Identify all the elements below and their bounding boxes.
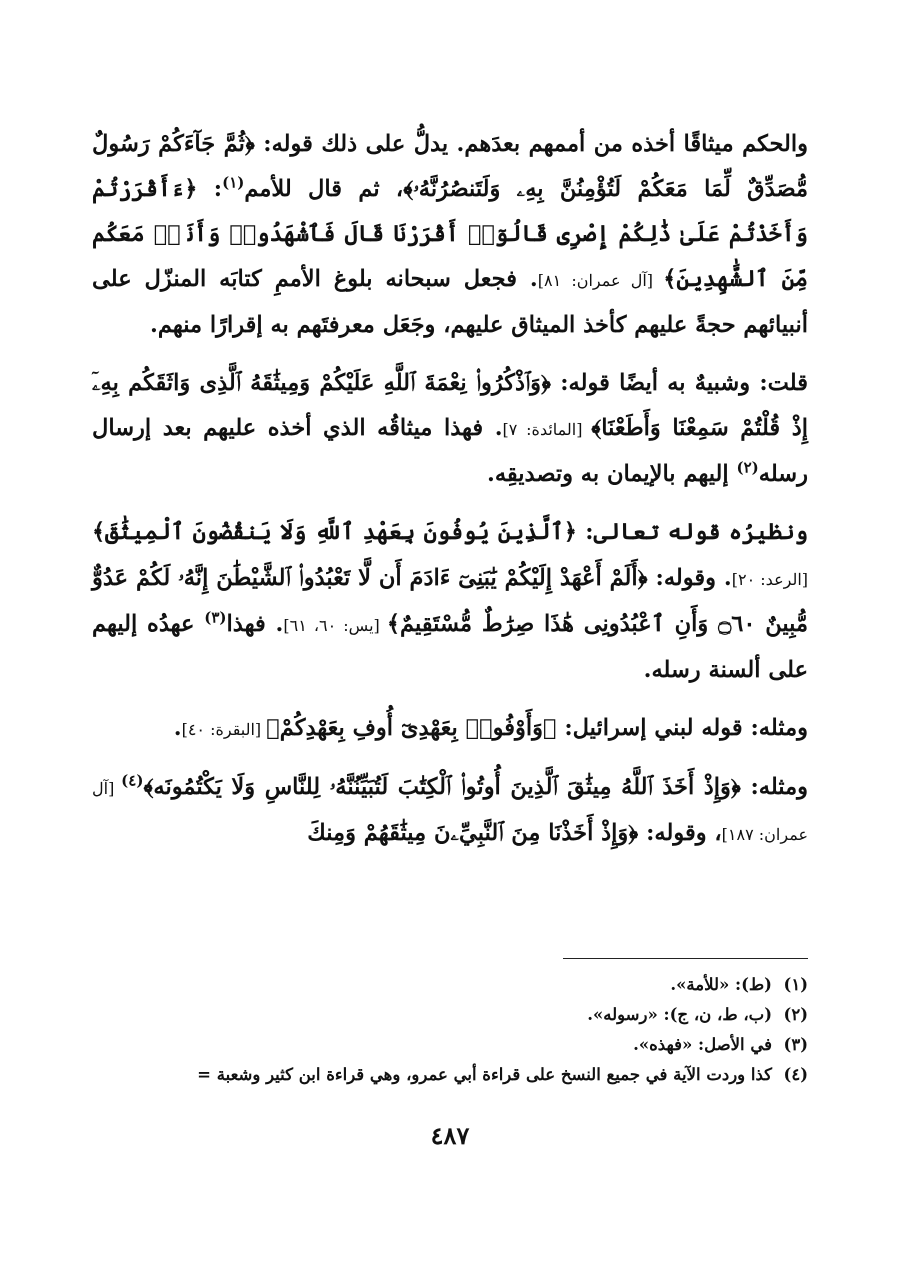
footnote-divider <box>563 958 808 959</box>
text-span: : <box>197 176 223 202</box>
paragraph-5 <box>92 765 808 857</box>
paragraph-2 <box>92 361 808 497</box>
footnote <box>92 1030 808 1060</box>
text-span: ومثله: <box>740 774 809 800</box>
text-span: . وقوله: <box>647 565 732 591</box>
footnote-text: (ط): «للأمة». <box>670 975 772 994</box>
text-span: . فهذا <box>226 611 284 637</box>
text-span: ، وقوله: <box>638 820 722 846</box>
text-span: إليهم بالإيمان به وتصديقِه. <box>486 461 737 487</box>
footnote-number: (٣) <box>783 1035 808 1054</box>
text-span: ، ثم قال للأمم <box>244 176 404 202</box>
footnote-text: كذا وردت الآية في جميع النسخ على قراءة أبي عمرو، وهي قراءة ابن كثير وشعبة = <box>197 1065 772 1084</box>
text-span: عهدُه إليهم على ألسنة رسله. <box>92 611 808 683</box>
footnote-marker: (٤) <box>121 771 144 790</box>
quran-verse: ﴿ٱلَّذِينَ يُوفُونَ بِعَهْدِ ٱللَّهِ وَلَا يَنقُضُونَ ٱلْمِيثَٰقَ﴾ <box>92 519 577 545</box>
footnote-text: (ب، ط، ن، ج): «رسوله». <box>587 1005 772 1024</box>
text-span: : وشبيهٌ به أيضًا قوله: <box>551 370 768 396</box>
main-text <box>92 122 808 857</box>
page-number: ٤٨٧ <box>430 1121 470 1150</box>
footnote <box>92 1060 808 1090</box>
footnote-number: (٤) <box>783 1065 808 1084</box>
paragraph-1 <box>92 122 808 348</box>
footnote-marker: (٢) <box>736 458 759 477</box>
footnote-number: (١) <box>783 975 808 994</box>
footnote-number: (٢) <box>783 1005 808 1024</box>
footnote <box>92 1000 808 1030</box>
verse-reference: [آل عمران: ٨١] <box>537 271 664 290</box>
quran-verse: ﴿وَٱذْكُرُوا۟ نِعْمَةَ ٱللَّهِ عَلَيْكُمْ وَمِيثَٰقَهُ ٱلَّذِى وَاثَقَكُم بِهِۦٓ إِذْ قُلْتُمْ سَمِعْنَا وَأَطَعْنَا﴾ <box>92 370 809 441</box>
paragraph-4 <box>92 706 808 752</box>
verse-reference: [يس: ٦٠، ٦١] <box>283 616 387 635</box>
footnote-marker: (١) <box>222 173 245 192</box>
quran-verse: ﴿أَلَمْ أَعْهَدْ إِلَيْكُمْ يَٰبَنِىٓ ءَادَمَ أَن لَّا تَعْبُدُوا۟ ٱلشَّيْطَٰنَ إِنَّهُۥ لَكُمْ عَدُوٌّ مُّبِينٌ ۝٦٠ وَأَنِ ٱعْبُدُونِى هَٰذَا صِرَٰطٌ مُّسْتَقِيمٌ﴾ <box>92 565 809 637</box>
text-span: . فهذا ميثاقُه الذي أخذه عليهم بعد إرسال رسله <box>92 415 808 487</box>
text-span: والحكم ميثاقًا أخذه من أممهم بعدَهم. يدلُّ على ذلك قوله: <box>254 131 808 157</box>
verse-reference: [آل عمران: ١٨٧] <box>92 779 808 844</box>
verse-reference: [المائدة: ٧] <box>502 420 592 439</box>
paragraph-3 <box>92 510 808 693</box>
text-span: . فجعل سبحانه بلوغ الأممِ كتابَه المنزّل على أنبيائهم حجةً عليهم كأخذ الميثاق عليهم، وجَعَل معرفتَهم به إقرارًا منهم. <box>92 266 808 338</box>
footnote-marker: (٣) <box>204 608 227 627</box>
quran-verse: ﴿ثُمَّ جَآءَكُمْ رَسُولٌ مُّصَدِّقٌ لِّمَا مَعَكُمْ لَتُؤْمِنُنَّ بِهِۦ وَلَتَنصُرُنَّهُۥ﴾ <box>92 131 809 202</box>
text-span: . <box>173 715 182 741</box>
footnote-text: في الأصل: «فهذه». <box>633 1035 772 1054</box>
text-span: ومثله: قوله لبني إسرائيل: <box>556 715 808 741</box>
quran-verse: ﴿وَأَوْفُوا۟ بِعَهْدِىٓ أُوفِ بِعَهْدِكُمْ﴾ <box>266 715 557 741</box>
quran-verse: ﴿وَإِذْ أَخَذْنَا مِنَ ٱلنَّبِيِّۦنَ مِيثَٰقَهُمْ وَمِنكَ <box>307 820 639 846</box>
text-span: ونظيرُه قوله تعالى: <box>576 519 809 545</box>
verse-reference: [الرعد: ٢٠] <box>731 570 809 589</box>
footnotes <box>92 970 808 1090</box>
quran-verse: ﴿وَإِذْ أَخَذَ ٱللَّهُ مِيثَٰقَ ٱلَّذِينَ أُوتُوا۟ ٱلْكِتَٰبَ لَتُبَيِّنُنَّهُۥ لِلنَّاسِ وَلَا يَكْتُمُونَه﴾ <box>143 774 741 800</box>
quran-verse: ﴿ءَأَقْرَرْتُمْ وَأَخَذْتُمْ عَلَىٰ ذَٰلِكُمْ إِصْرِى قَالُوٓا۟ أَقْرَرْنَا قَالَ فَٱشْهَدُوا۟ وَأَنَا۠ مَعَكُم مِّنَ ٱلشَّٰهِدِينَ﴾ <box>92 176 809 292</box>
verse-reference: [البقرة: ٤٠] <box>181 720 267 739</box>
footnote <box>92 970 808 1000</box>
lead-word: قلت <box>767 370 808 396</box>
